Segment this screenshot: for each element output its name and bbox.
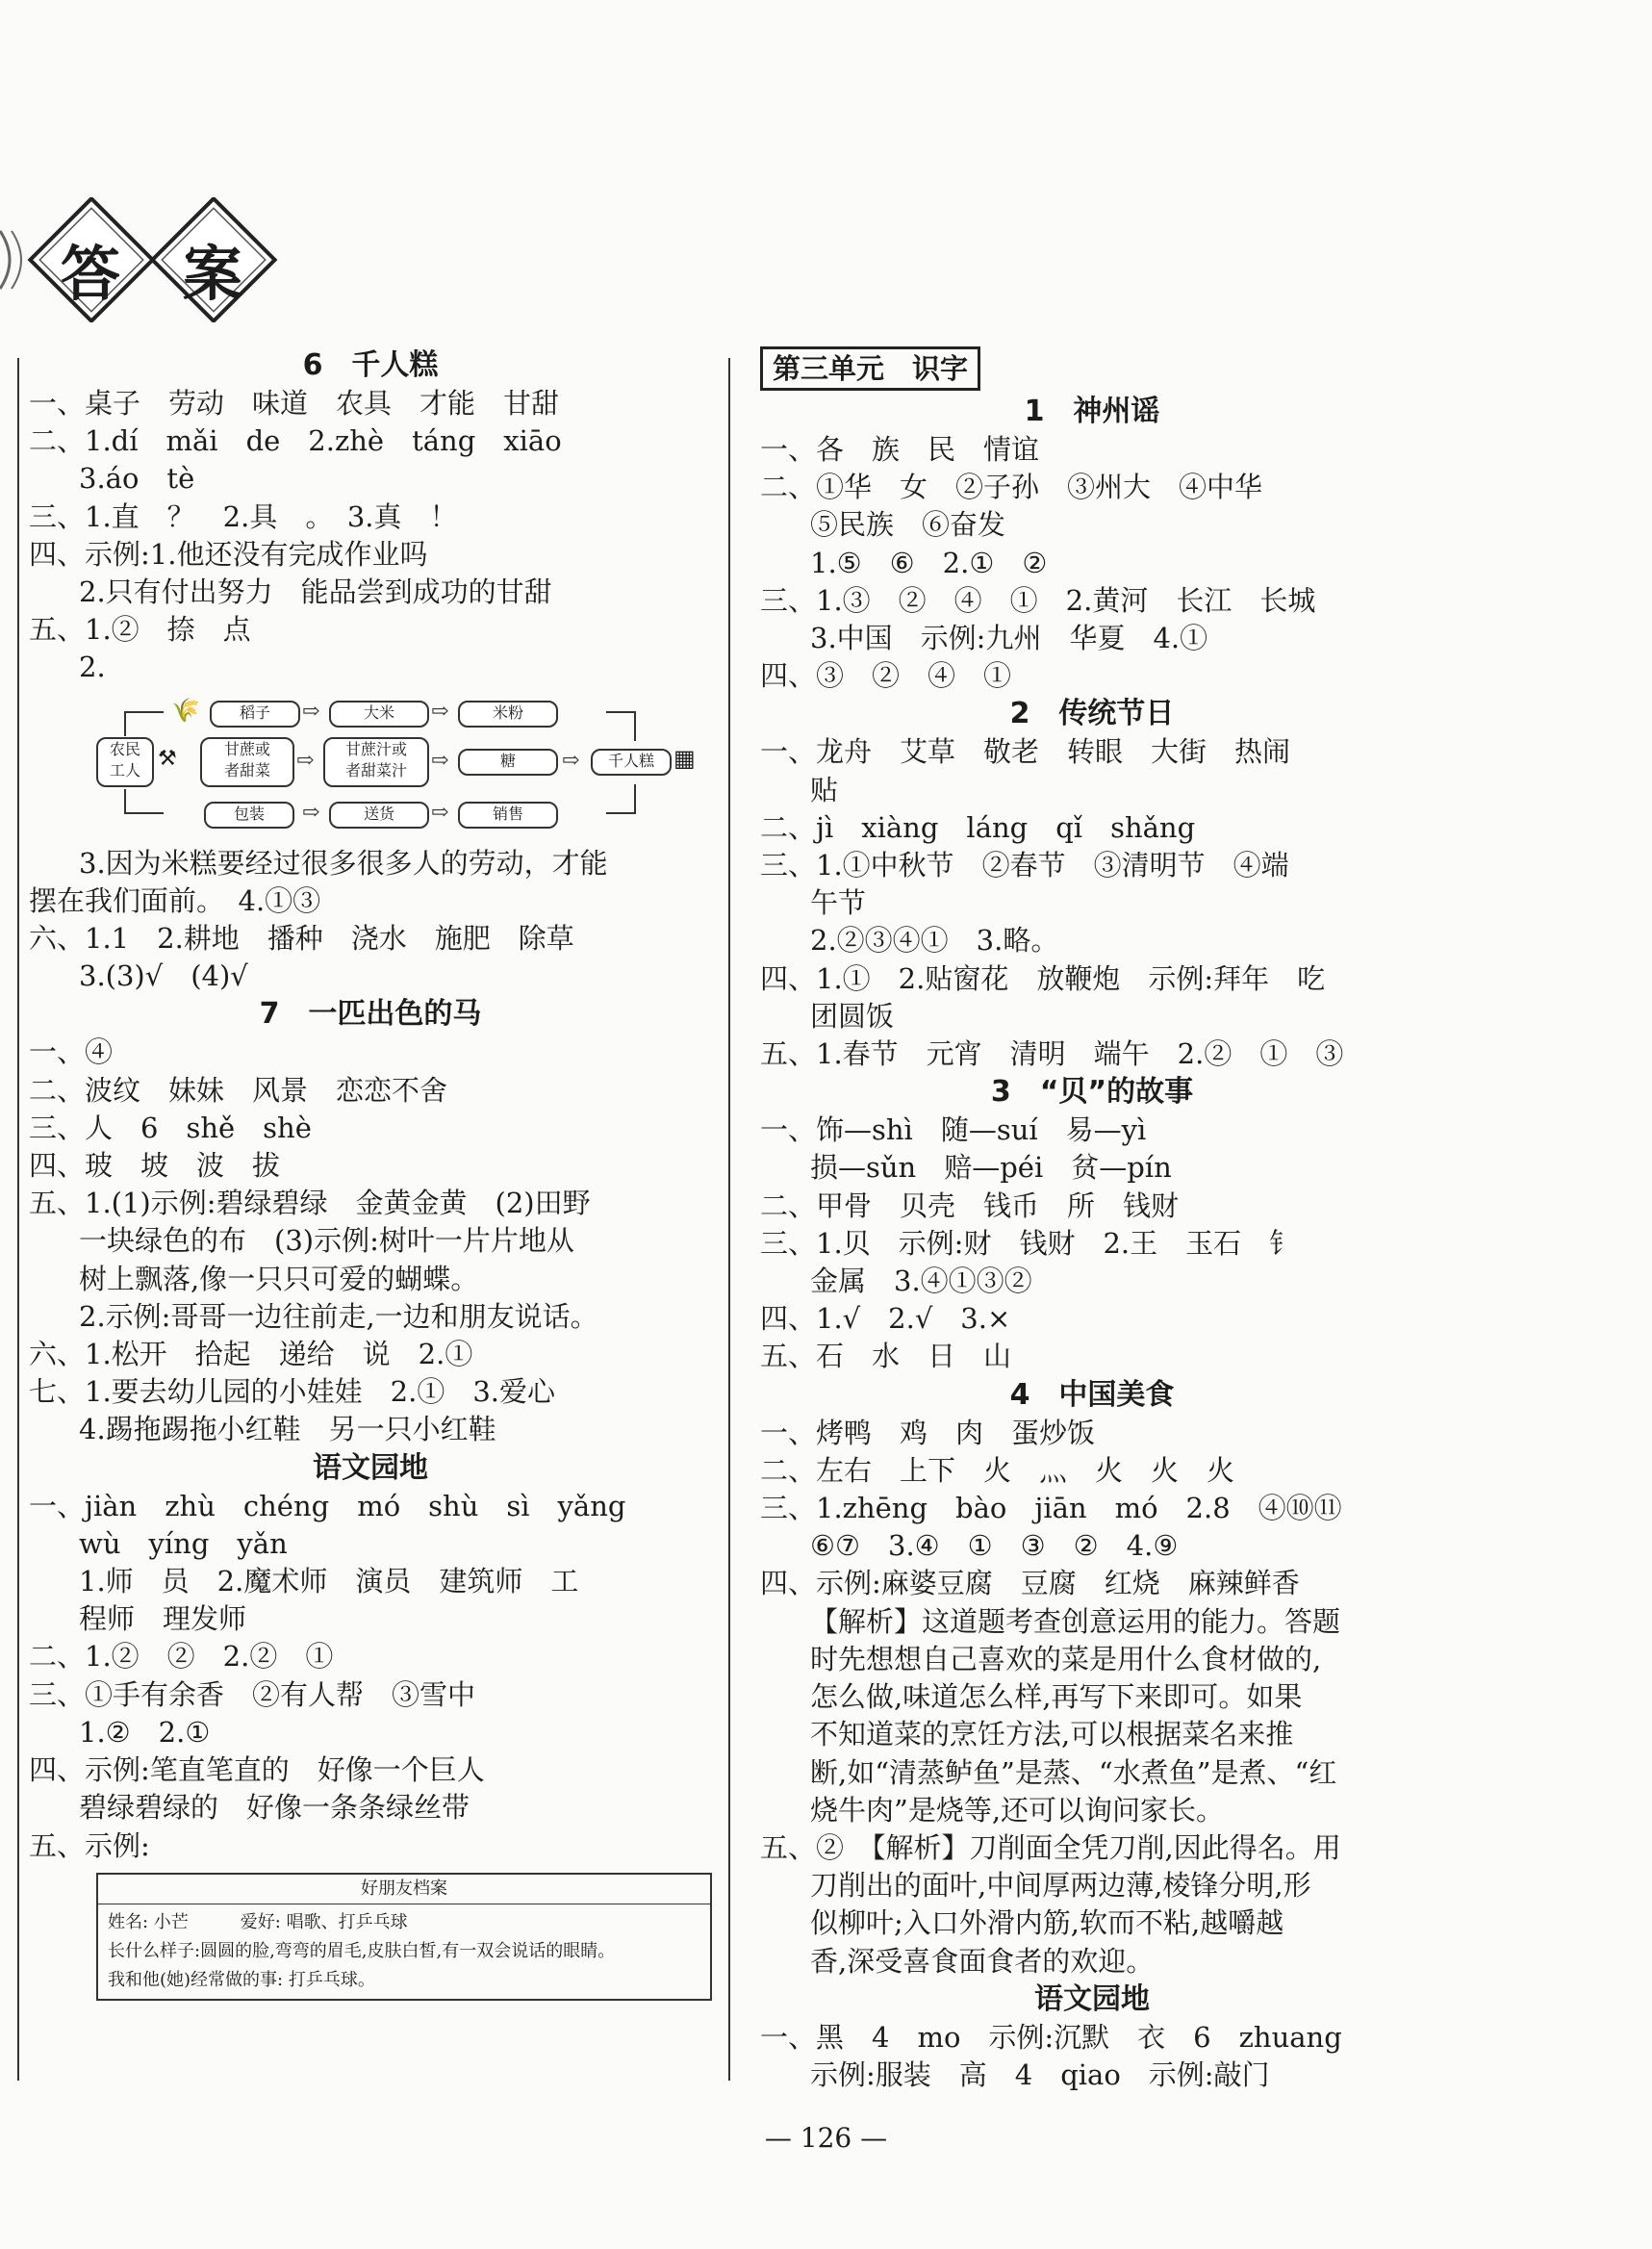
answer-line: 贴 <box>810 773 839 806</box>
answer-line: 烧牛肉”是烧等,还可以询问家长。 <box>810 1793 1225 1827</box>
answer-line: 五、示例: <box>29 1828 150 1862</box>
section-title: 2 传统节日 <box>1009 697 1175 731</box>
answer-line: 四、1.① 2.贴窗花 放鞭炮 示例:拜年 吃 <box>760 961 1326 995</box>
page-number: — 126 — <box>764 2122 888 2154</box>
answer-line: 六、1.1 2.耕地 播种 浇水 施肥 除草 <box>29 922 574 956</box>
answer-line: wù yíng yǎn <box>79 1526 288 1560</box>
left-answer-column <box>29 346 712 2001</box>
answer-line: 4.踢拖踢拖小红鞋 另一只小红鞋 <box>79 1413 496 1446</box>
process-flow-diagram <box>96 693 712 837</box>
card-row: 姓名: 小芒 爱好: 唱歌、打乒乓球 <box>108 1911 408 1932</box>
arrow-icon: ⇨ <box>431 800 449 825</box>
answer-line: 团圆饭 <box>810 999 895 1033</box>
answer-line: 怎么做,味道怎么样,再写下来即可。如果 <box>810 1680 1303 1714</box>
answer-line: 一、各 族 民 情谊 <box>760 433 1040 466</box>
answer-line: 1.② 2.① <box>79 1715 211 1749</box>
answer-line: 一块绿色的布 (3)示例:树叶一片片地从 <box>79 1224 574 1258</box>
answer-line: 五、1.② 捺 点 <box>29 613 251 647</box>
arrow-icon: ⇨ <box>431 699 449 724</box>
answer-line: 一、烤鸭 鸡 肉 蛋炒饭 <box>760 1416 1096 1449</box>
flow-node-line: 者甜菜汁 <box>344 760 407 779</box>
answer-line: 2.示例:哥哥一边往前走,一边和朋友说话。 <box>79 1299 598 1333</box>
center-column-rule <box>728 358 730 2081</box>
answer-line: 午节 <box>810 886 867 920</box>
answer-line: 二、甲骨 贝壳 钱币 所 钱财 <box>760 1188 1180 1222</box>
answer-line: 似柳叶;入口外滑内筋,软而不粘,越嚼越 <box>810 1906 1284 1940</box>
section-title: 7 一匹出色的马 <box>259 997 482 1032</box>
answer-line: 二、左右 上下 火 灬 火 火 火 <box>760 1453 1235 1487</box>
header-char-2: 案 <box>183 239 243 309</box>
unit-heading: 第三单元 识字 <box>760 346 980 391</box>
answer-line: 金属 3.④①③② <box>810 1265 1032 1298</box>
answer-line: 二、1.dí mǎi de 2.zhè táng xiāo <box>29 424 562 458</box>
answer-line: 程师 理发师 <box>79 1602 247 1636</box>
answer-line: ⑥⑦ 3.④ ① ③ ② 4.⑨ <box>810 1529 1179 1563</box>
answer-header <box>0 197 308 322</box>
answer-line: 一、龙舟 艾草 敬老 转眼 大街 热闹 <box>760 735 1291 769</box>
answer-line: 一、饰—shì 随—suí 易—yì <box>760 1113 1147 1147</box>
flow-node: 米粉 <box>458 701 558 728</box>
flow-node: 稻子 <box>210 701 300 728</box>
section-title: 4 中国美食 <box>1009 1377 1175 1412</box>
flow-node-line: 甘蔗汁或 <box>344 739 407 758</box>
answer-line: 六、1.松开 拾起 递给 说 2.① <box>29 1338 473 1371</box>
answer-line: 树上飘落,像一只只可爱的蝴蝶。 <box>79 1262 479 1295</box>
answer-line: 2. <box>79 651 106 684</box>
section-title: 1 神州谣 <box>1024 395 1160 428</box>
answer-line: 一、④ <box>29 1035 114 1069</box>
answer-line: 四、1.√ 2.√ 3.× <box>760 1302 1011 1336</box>
section-title: 语文园地 <box>313 1450 428 1485</box>
flow-node-line: 工人 <box>109 760 140 779</box>
flow-node <box>200 737 294 787</box>
flow-node: 千人糕 <box>591 749 672 776</box>
left-column-rule <box>17 358 19 2081</box>
answer-header-ornament <box>0 197 308 322</box>
section-title: 语文园地 <box>1034 1981 1150 2016</box>
answer-line: 三、1.③ ② ④ ① 2.黄河 长江 长城 <box>760 583 1316 617</box>
answer-line: 一、黑 4 mo 示例:沉默 衣 6 zhuang <box>760 2020 1342 2054</box>
flow-node: 大米 <box>329 701 429 728</box>
header-char-1: 答 <box>61 239 121 309</box>
answer-line: 一、jiàn zhù chéng mó shù sì yǎng <box>29 1489 626 1522</box>
section-title: 3 “贝”的故事 <box>990 1075 1194 1110</box>
arrow-icon: ⇨ <box>302 699 320 724</box>
answer-line: 三、1.zhēng bào jiān mó 2.8 ④⑩⑪ <box>760 1492 1342 1525</box>
answer-line: 2.只有付出努力 能品尝到成功的甘甜 <box>79 575 552 609</box>
answer-line: 三、1.直 ？ 2.具 。 3.真 ！ <box>29 499 458 533</box>
flow-node: 销售 <box>458 802 558 829</box>
flow-node <box>323 737 429 787</box>
right-answer-column <box>760 346 1424 2094</box>
answer-line: 损—sǔn 赔—péi 贫—pín <box>810 1151 1172 1185</box>
card-row: 长什么样子:圆圆的脸,弯弯的眉毛,皮肤白皙,有一双会说话的眼睛。 <box>108 1940 616 1961</box>
section-title: 6 千人糕 <box>302 348 439 382</box>
answer-line: 二、1.② ② 2.② ① <box>29 1640 334 1674</box>
answer-line: 1.⑤ ⑥ 2.① ② <box>810 546 1048 579</box>
answer-line: 3.áo tè <box>79 462 195 496</box>
flow-node <box>96 737 154 787</box>
answer-line: 一、桌子 劳动 味道 农具 才能 甘甜 <box>29 387 560 420</box>
answer-line: 七、1.要去幼儿园的小娃娃 2.① 3.爱心 <box>29 1375 556 1409</box>
arrow-icon: ⇨ <box>562 748 580 773</box>
answer-line: 五、② 【解析】刀削面全凭刀削,因此得名。用 <box>760 1830 1341 1864</box>
friend-profile-card <box>96 1873 712 2001</box>
answer-line: 四、③ ② ④ ① <box>760 659 1012 693</box>
cake-icon: ▦ <box>674 744 696 772</box>
flow-node-line: 甘蔗或 <box>223 739 270 758</box>
answer-line: 四、示例:1.他还没有完成作业吗 <box>29 537 428 571</box>
answer-line: 1.师 员 2.魔术师 演员 建筑师 工 <box>79 1565 579 1598</box>
arrow-icon: ⇨ <box>302 800 320 825</box>
answer-line: 3.(3)√ (4)√ <box>79 959 248 993</box>
answer-line: 【解析】这道题考查创意运用的能力。答题 <box>810 1604 1341 1638</box>
arrow-icon: ⇨ <box>296 748 315 773</box>
answer-line: 2.②③④① 3.略。 <box>810 924 1059 958</box>
card-title: 好朋友档案 <box>98 1875 710 1904</box>
answer-line: 三、①手有余香 ②有人帮 ③雪中 <box>29 1677 476 1711</box>
card-row: 我和他(她)经常做的事: 打乒乓球。 <box>108 1969 375 1990</box>
answer-line: 时先想想自己喜欢的菜是用什么食材做的, <box>810 1642 1322 1675</box>
answer-line: 二、波纹 妹妹 风景 恋恋不舍 <box>29 1073 448 1107</box>
answer-line: 三、1.①中秋节 ②春节 ③清明节 ④端 <box>760 849 1289 882</box>
arrow-icon: ⇨ <box>431 748 449 773</box>
answer-line: 断,如“清蒸鲈鱼”是蒸、“水煮鱼”是煮、“红 <box>810 1755 1337 1789</box>
answer-line: 四、示例:麻婆豆腐 豆腐 红烧 麻辣鲜香 <box>760 1567 1300 1600</box>
answer-line: 碧绿碧绿的 好像一条条绿丝带 <box>79 1791 470 1825</box>
answer-line: 二、①华 女 ②子孙 ③州大 ④中华 <box>760 471 1263 504</box>
answer-line: 四、示例:笔直笔直的 好像一个巨人 <box>29 1753 485 1787</box>
answer-line: 3.中国 示例:九州 华夏 4.① <box>810 622 1208 655</box>
answer-line: 二、jì xiàng láng qǐ shǎng <box>760 810 1196 844</box>
answer-line: ⑤民族 ⑥奋发 <box>810 508 1006 542</box>
answer-line: 摆在我们面前。 4.①③ <box>29 883 321 917</box>
answer-line: 五、1.春节 元宵 清明 端午 2.② ① ③ <box>760 1037 1344 1071</box>
answer-line: 五、1.(1)示例:碧绿碧绿 金黄金黄 (2)田野 <box>29 1187 591 1220</box>
answer-line: 刀削出的面叶,中间厚两边薄,棱锋分明,形 <box>810 1869 1311 1903</box>
tools-icon: ⚒ <box>158 746 177 771</box>
answer-line: 示例:服装 高 4 qiao 示例:敲门 <box>810 2057 1270 2091</box>
flow-node-line: 者甜菜 <box>223 760 270 779</box>
flow-node: 送货 <box>329 802 429 829</box>
answer-line: 三、人 6 shě shè <box>29 1111 312 1144</box>
answer-line: 四、玻 坡 波 拔 <box>29 1149 281 1183</box>
answer-line: 三、1.贝 示例:财 钱财 2.王 玉石 钅 <box>760 1226 1298 1260</box>
answer-line: 香,深受喜食面食者的欢迎。 <box>810 1944 1155 1978</box>
grain-plant-icon: 🌾 <box>171 696 200 724</box>
answer-line: 3.因为米糕要经过很多很多人的劳动，才能 <box>79 846 608 880</box>
answer-line: 不知道菜的烹饪方法,可以根据菜名来推 <box>810 1718 1294 1751</box>
flow-node-line: 农民 <box>109 739 140 758</box>
flow-node: 包装 <box>204 802 294 829</box>
flow-node: 糖 <box>458 749 558 776</box>
answer-line: 五、石 水 日 山 <box>760 1340 1012 1373</box>
